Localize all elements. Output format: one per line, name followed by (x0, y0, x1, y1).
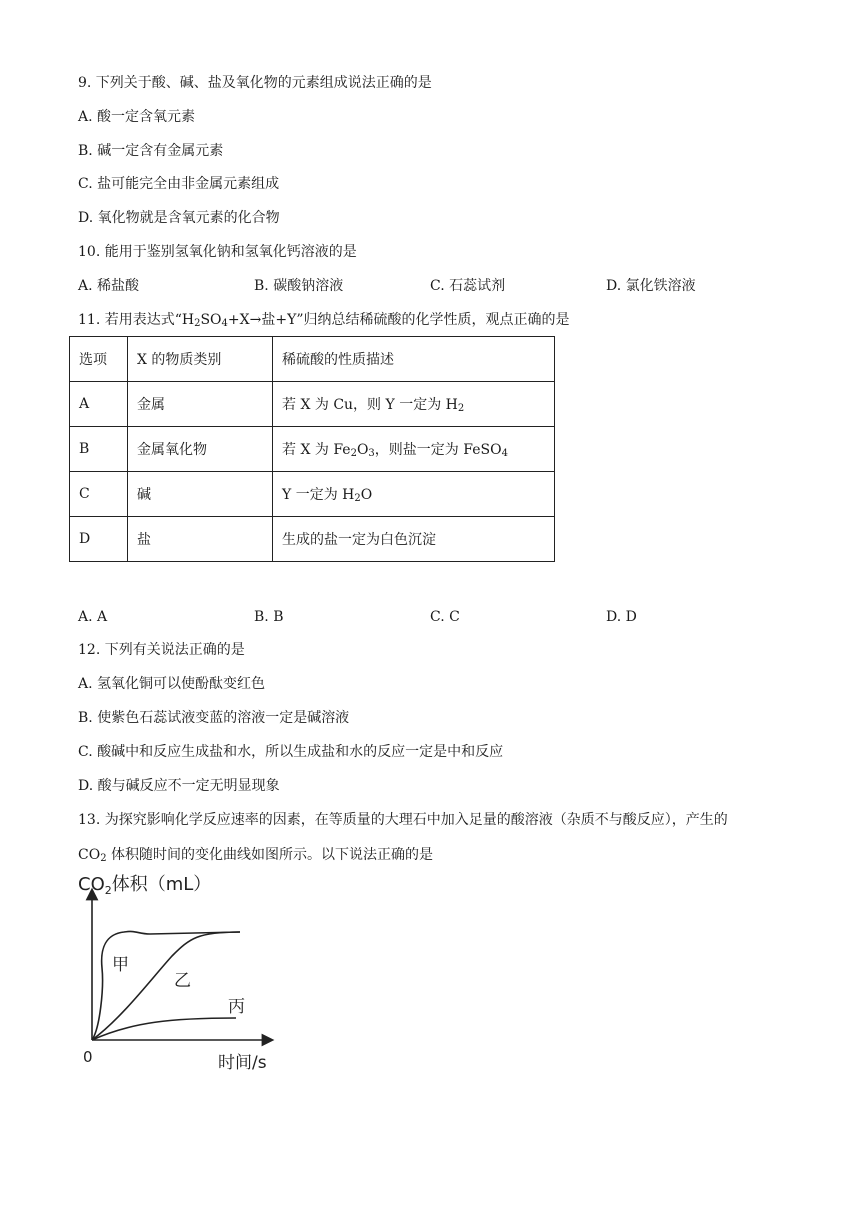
table-cell-description: Y 一定为 $H_2O$ (273, 472, 555, 517)
q10-stem: 10. 能用于鉴别氢氧化钠和氢氧化钙溶液的是 (78, 244, 357, 260)
table-row (70, 382, 555, 427)
q12-option-a: A. 氢氧化铜可以使酚酞变红色 (78, 676, 266, 692)
table-cell-category: 碱 (128, 472, 273, 517)
curve-label-bing: 丙 (228, 997, 245, 1017)
table-cell-description: 生成的盐一定为白色沉淀 (273, 517, 555, 562)
graph-xlabel: 时间/s (218, 1053, 267, 1073)
q12-option-d: D. 酸与碱反应不一定无明显现象 (78, 778, 280, 794)
table-cell-category: 金属 (128, 382, 273, 427)
q10-option-d: D. 氯化铁溶液 (606, 278, 696, 294)
table-row (70, 472, 555, 517)
table-header-row (70, 337, 555, 382)
q9-option-b: B. 碱一定含有金属元素 (78, 143, 224, 159)
q10-option-c: C. 石蕊试剂 (430, 278, 506, 294)
curve-yi (92, 932, 240, 1040)
q9-option-c: C. 盐可能完全由非金属元素组成 (78, 176, 280, 192)
table-row (70, 517, 555, 562)
q11-table (69, 336, 555, 562)
table-row (70, 427, 555, 472)
q13-stem-line2: $CO_2$ 体积随时间的变化曲线如图所示。以下说法正确的是 (78, 847, 434, 864)
table-cell-option: B (70, 427, 128, 472)
table-header-cell: 稀硫酸的性质描述 (273, 337, 555, 382)
q12-option-c: C. 酸碱中和反应生成盐和水，所以生成盐和水的反应一定是中和反应 (78, 744, 504, 760)
q11-answer-a: A. A (78, 609, 108, 625)
q9-option-d: D. 氧化物就是含氧元素的化合物 (78, 210, 280, 226)
table-cell-option: D (70, 517, 128, 562)
q10-option-a: A. 稀盐酸 (78, 278, 140, 294)
table-cell-option: A (70, 382, 128, 427)
table-cell-category: 金属氧化物 (128, 427, 273, 472)
q12-stem: 12. 下列有关说法正确的是 (78, 642, 245, 658)
table-cell-description: 若 X 为 $Fe_2O_3$，则盐一定为 FeSO$_4$ (273, 427, 555, 472)
graph-origin-label: 0 (83, 1048, 93, 1066)
q11-stem: 11. 若用表达式“$H_2SO_4+X\to$盐+Y”归纳总结稀硫酸的化学性质，观点正确的是 (78, 312, 570, 329)
q9-option-a: A. 酸一定含氧元素 (78, 109, 196, 125)
curve-label-jia: 甲 (112, 955, 129, 975)
table-header-cell: X 的物质类别 (128, 337, 273, 382)
q11-answer-d: D. D (606, 609, 637, 625)
curve-label-yi: 乙 (174, 971, 191, 991)
co2-volume-graph (72, 868, 292, 1078)
q13-stem-line1: 13. 为探究影响化学反应速率的因素，在等质量的大理石中加入足量的酸溶液（杂质不与酸反应），产生的 (78, 812, 728, 828)
curve-jia (92, 931, 240, 1040)
table-cell-option: C (70, 472, 128, 517)
table-header-cell: 选项 (70, 337, 128, 382)
q12-option-b: B. 使紫色石蕊试液变蓝的溶液一定是碱溶液 (78, 710, 350, 726)
table-cell-description: 若 X 为 Cu，则 Y 一定为 $H_2$ (273, 382, 555, 427)
graph-ylabel: $CO_2$体积（mL） (78, 874, 212, 897)
table-cell-category: 盐 (128, 517, 273, 562)
q11-answer-c: C. C (430, 609, 460, 625)
q10-option-b: B. 碳酸钠溶液 (254, 278, 344, 294)
q11-answer-b: B. B (254, 609, 284, 625)
q9-stem: 9. 下列关于酸、碱、盐及氧化物的元素组成说法正确的是 (78, 75, 432, 91)
